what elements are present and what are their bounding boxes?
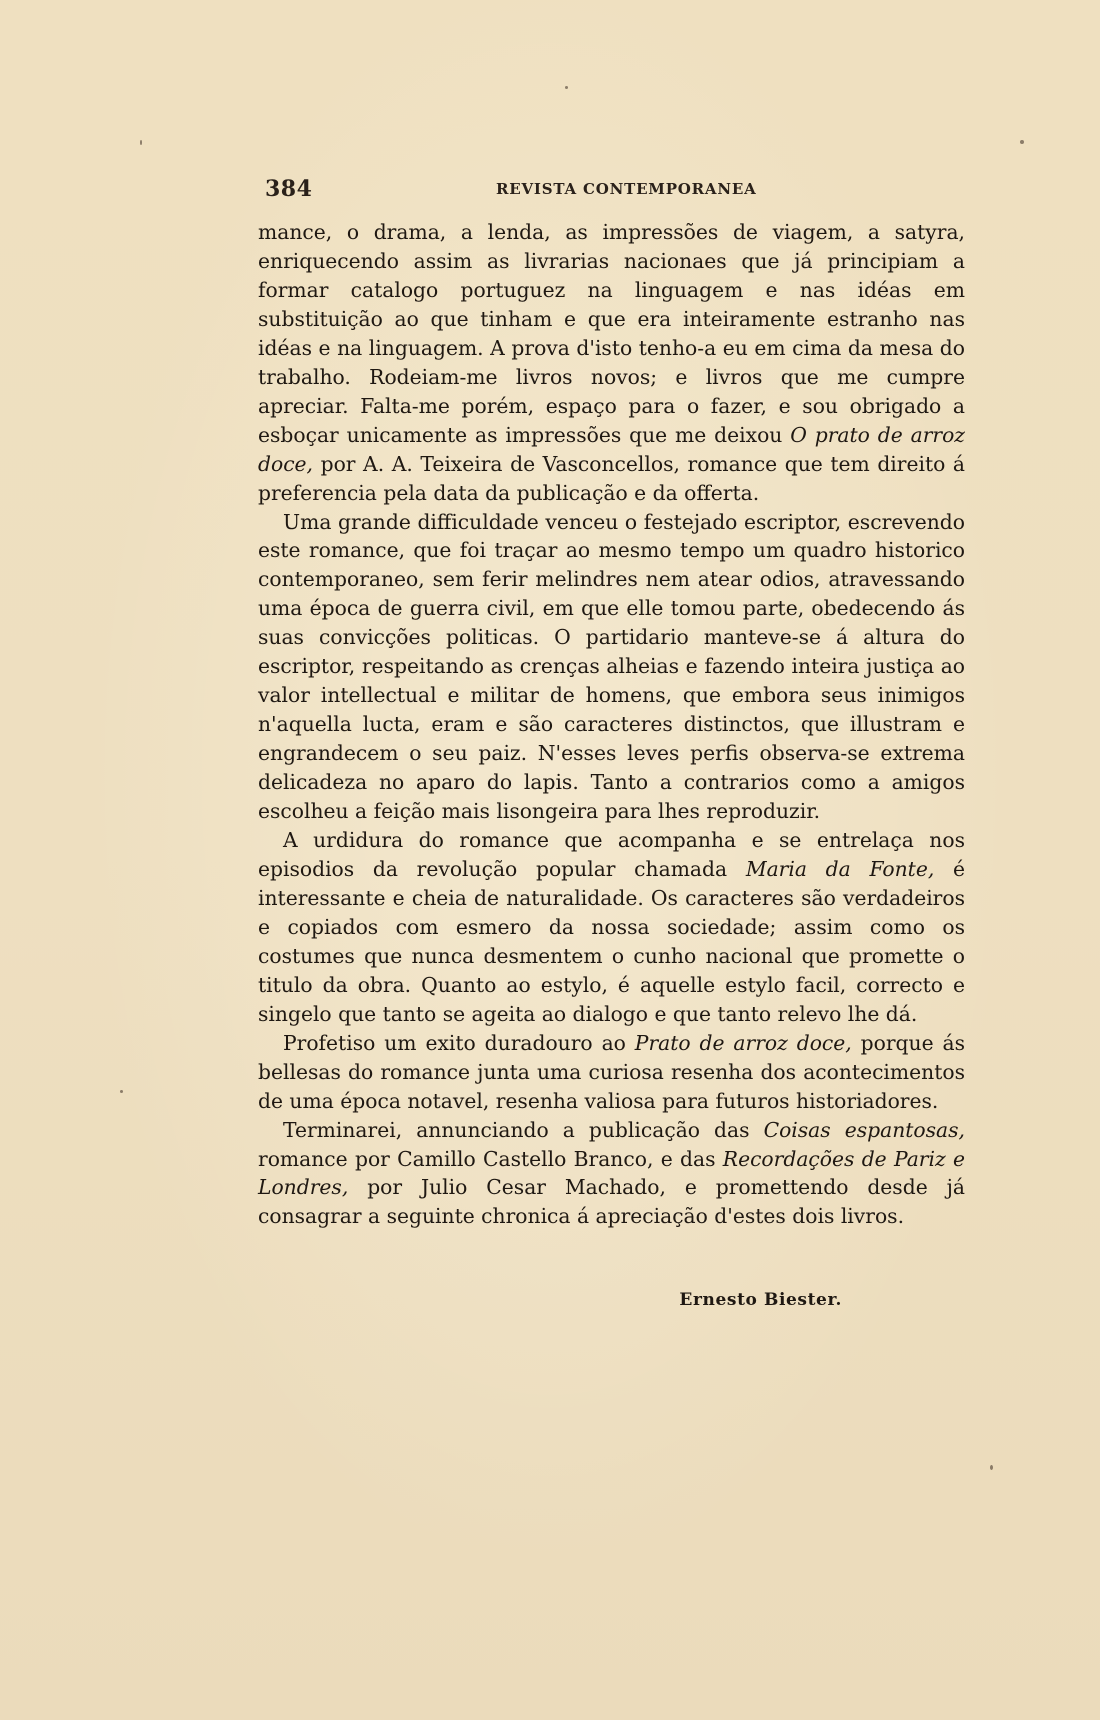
paper-speck (990, 1465, 993, 1470)
article-body (258, 218, 965, 1231)
text-run: Uma grande difficuldade venceu o festejado escriptor, escrevendo este romance, que foi traçar ao mesmo tempo um quadro historico contemporaneo, sem ferir melindres nem atear odios, atravessando uma época de guerra civil, em que elle tomou parte, obedecendo ás suas convicções politicas. O partidario manteve-se á altura do escriptor, respeitando as crenças alheias e fazendo inteira justiça ao valor intellectual e militar de homens, que embora seus inimigos n'aquella lucta, eram e são caracteres distinctos, que illustram e engrandecem o seu paiz. N'esses leves perfis observa-se extrema delicadeza no aparo do lapis. Tanto a contrarios como a amigos escolheu a feição mais lisongeira para lhes reproduzir. (258, 509, 965, 824)
paragraph (258, 1116, 965, 1232)
text-run: por A. A. Teixeira de Vasconcellos, romance que tem direito á preferencia pela data da publicação e da offerta. (258, 451, 965, 505)
paragraph (258, 508, 965, 826)
text-run: porque ás bellesas do romance junta uma curiosa resenha dos acontecimentos de uma época notavel, resenha valiosa para futuros historiadores. (258, 1030, 965, 1113)
page-header (265, 176, 965, 206)
text-run: é interessante e cheia de naturalidade. Os caracteres são verdadeiros e copiados com esmero da nossa sociedade; assim como os costumes que nunca desmentem o cunho nacional que promette o titulo da obra. Quanto ao estylo, é aquelle estylo facil, correcto e singelo que tanto se ageita ao dialogo e que tanto relevo lhe dá. (258, 856, 965, 1026)
text-run: por Julio Cesar Machado, e promettendo desde já consagrar a seguinte chronica á apreciação d'estes dois livros. (258, 1175, 965, 1229)
page-number: 384 (265, 176, 313, 202)
paper-speck (120, 1090, 123, 1093)
italic-title: Maria da Fonte, (745, 856, 935, 881)
italic-title: Prato de arroz doce, (634, 1030, 852, 1055)
paragraph (258, 826, 965, 1029)
text-run: Terminarei, annunciando a publicação das (283, 1117, 764, 1142)
paper-speck (565, 86, 568, 89)
paper-speck (140, 140, 142, 145)
paper-speck (1020, 140, 1024, 144)
italic-title: Recordações de Pariz e Londres, (258, 1146, 965, 1200)
paragraph (258, 218, 965, 508)
paragraph (258, 1029, 965, 1116)
italic-title: Coisas espantosas, (763, 1117, 965, 1142)
text-run: Profetiso um exito duradouro ao (283, 1030, 635, 1055)
author-signature: Ernesto Biester. (679, 1290, 842, 1310)
text-run: romance por Camillo Castello Branco, e das (258, 1146, 723, 1171)
text-run: mance, o drama, a lenda, as impressões de viagem, a satyra, enriquecendo assim as livrarias nacionaes que já principiam a formar catalogo portuguez na linguagem e nas idéas em substituição ao que tinham e que era inteiramente estranho nas idéas e na linguagem. A prova d'isto tenho-a eu em cima da mesa do trabalho. Rodeiam-me livros novos; e livros que me cumpre apreciar. Falta-me porém, espaço para o fazer, e sou obrigado a esboçar unicamente as impressões que me deixou (258, 220, 965, 447)
italic-title: O prato de arroz doce, (258, 422, 965, 476)
text-run: A urdidura do romance que acompanha e se entrelaça nos episodios da revolução popular chamada (258, 828, 965, 881)
running-head: REVISTA CONTEMPORANEA (496, 180, 757, 198)
